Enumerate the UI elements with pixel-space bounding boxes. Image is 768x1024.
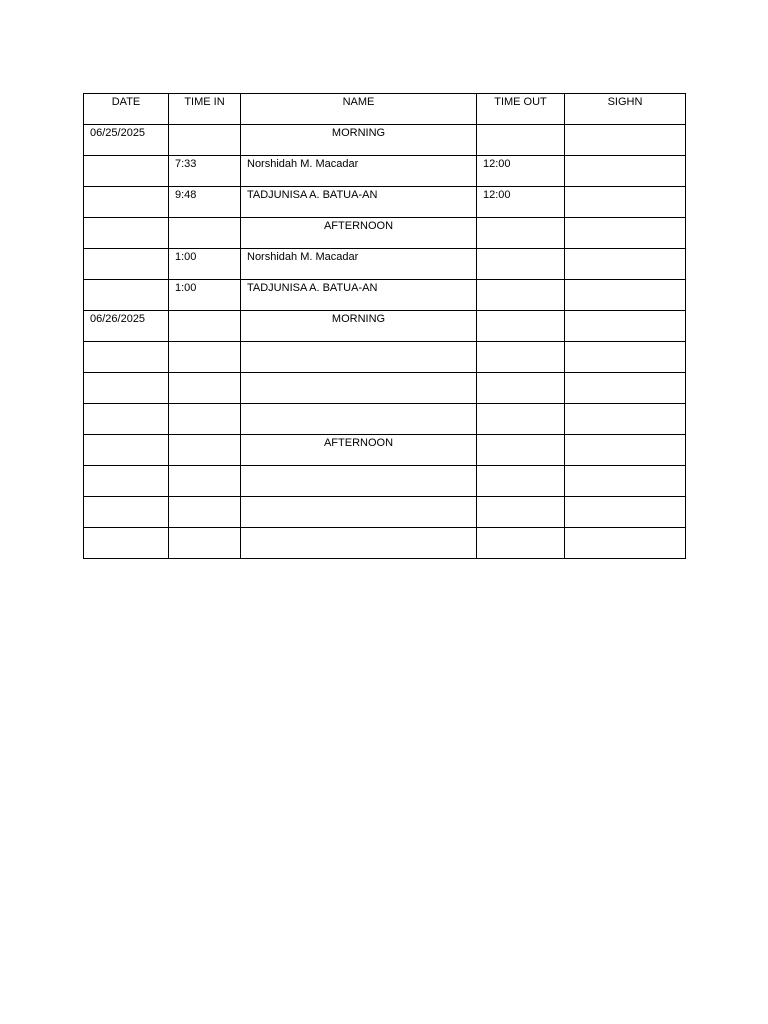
sign-cell — [565, 404, 686, 435]
sign-cell — [565, 466, 686, 497]
name-cell — [241, 342, 477, 373]
header-name: NAME — [241, 94, 477, 125]
name-cell: MORNING — [241, 125, 477, 156]
table-row — [84, 528, 686, 559]
date-cell — [84, 373, 169, 404]
table-row — [84, 342, 686, 373]
time-in-cell: 1:00 — [169, 249, 241, 280]
time-in-cell: 7:33 — [169, 156, 241, 187]
time-out-cell — [477, 342, 565, 373]
table-row — [84, 435, 686, 466]
time-out-cell — [477, 404, 565, 435]
time-in-cell — [169, 435, 241, 466]
time-in-cell — [169, 404, 241, 435]
date-cell — [84, 466, 169, 497]
table-row — [84, 466, 686, 497]
time-in-cell — [169, 342, 241, 373]
time-in-cell — [169, 528, 241, 559]
time-out-cell — [477, 497, 565, 528]
time-out-cell — [477, 528, 565, 559]
name-cell: MORNING — [241, 311, 477, 342]
name-cell — [241, 497, 477, 528]
time-out-cell — [477, 435, 565, 466]
date-cell — [84, 156, 169, 187]
sign-cell — [565, 156, 686, 187]
time-in-cell — [169, 373, 241, 404]
time-in-cell: 9:48 — [169, 187, 241, 218]
date-cell — [84, 342, 169, 373]
date-cell — [84, 404, 169, 435]
table-row — [84, 125, 686, 156]
date-cell — [84, 280, 169, 311]
time-in-cell: 1:00 — [169, 280, 241, 311]
date-cell — [84, 218, 169, 249]
name-cell: TADJUNISA A. BATUA-AN — [241, 280, 477, 311]
name-cell — [241, 404, 477, 435]
sign-cell — [565, 187, 686, 218]
name-cell: TADJUNISA A. BATUA-AN — [241, 187, 477, 218]
time-out-cell — [477, 280, 565, 311]
time-out-cell — [477, 249, 565, 280]
time-in-cell — [169, 466, 241, 497]
sign-cell — [565, 125, 686, 156]
time-out-cell: 12:00 — [477, 187, 565, 218]
sign-cell — [565, 311, 686, 342]
name-cell: Norshidah M. Macadar — [241, 249, 477, 280]
name-cell — [241, 373, 477, 404]
table-row — [84, 404, 686, 435]
attendance-table — [83, 93, 686, 559]
time-out-cell — [477, 218, 565, 249]
header-date: DATE — [84, 94, 169, 125]
header-sign: SIGHN — [565, 94, 686, 125]
sign-cell — [565, 280, 686, 311]
date-cell — [84, 497, 169, 528]
time-in-cell — [169, 125, 241, 156]
name-cell — [241, 466, 477, 497]
table-row — [84, 218, 686, 249]
header-time-out: TIME OUT — [477, 94, 565, 125]
table-row — [84, 280, 686, 311]
date-cell — [84, 528, 169, 559]
table-row — [84, 187, 686, 218]
table-row — [84, 249, 686, 280]
time-out-cell — [477, 311, 565, 342]
sign-cell — [565, 249, 686, 280]
time-out-cell — [477, 466, 565, 497]
date-cell — [84, 249, 169, 280]
sign-cell — [565, 497, 686, 528]
time-in-cell — [169, 311, 241, 342]
name-cell: AFTERNOON — [241, 435, 477, 466]
date-cell: 06/25/2025 — [84, 125, 169, 156]
name-cell: Norshidah M. Macadar — [241, 156, 477, 187]
sign-cell — [565, 218, 686, 249]
time-out-cell — [477, 125, 565, 156]
time-in-cell — [169, 218, 241, 249]
table-row — [84, 373, 686, 404]
time-out-cell — [477, 373, 565, 404]
attendance-sheet — [83, 93, 686, 559]
name-cell: AFTERNOON — [241, 218, 477, 249]
time-in-cell — [169, 497, 241, 528]
header-time-in: TIME IN — [169, 94, 241, 125]
sign-cell — [565, 435, 686, 466]
table-row — [84, 156, 686, 187]
sign-cell — [565, 528, 686, 559]
time-out-cell: 12:00 — [477, 156, 565, 187]
name-cell — [241, 528, 477, 559]
table-row — [84, 497, 686, 528]
date-cell: 06/26/2025 — [84, 311, 169, 342]
header-row — [84, 94, 686, 125]
table-row — [84, 311, 686, 342]
date-cell — [84, 187, 169, 218]
date-cell — [84, 435, 169, 466]
sign-cell — [565, 373, 686, 404]
sign-cell — [565, 342, 686, 373]
